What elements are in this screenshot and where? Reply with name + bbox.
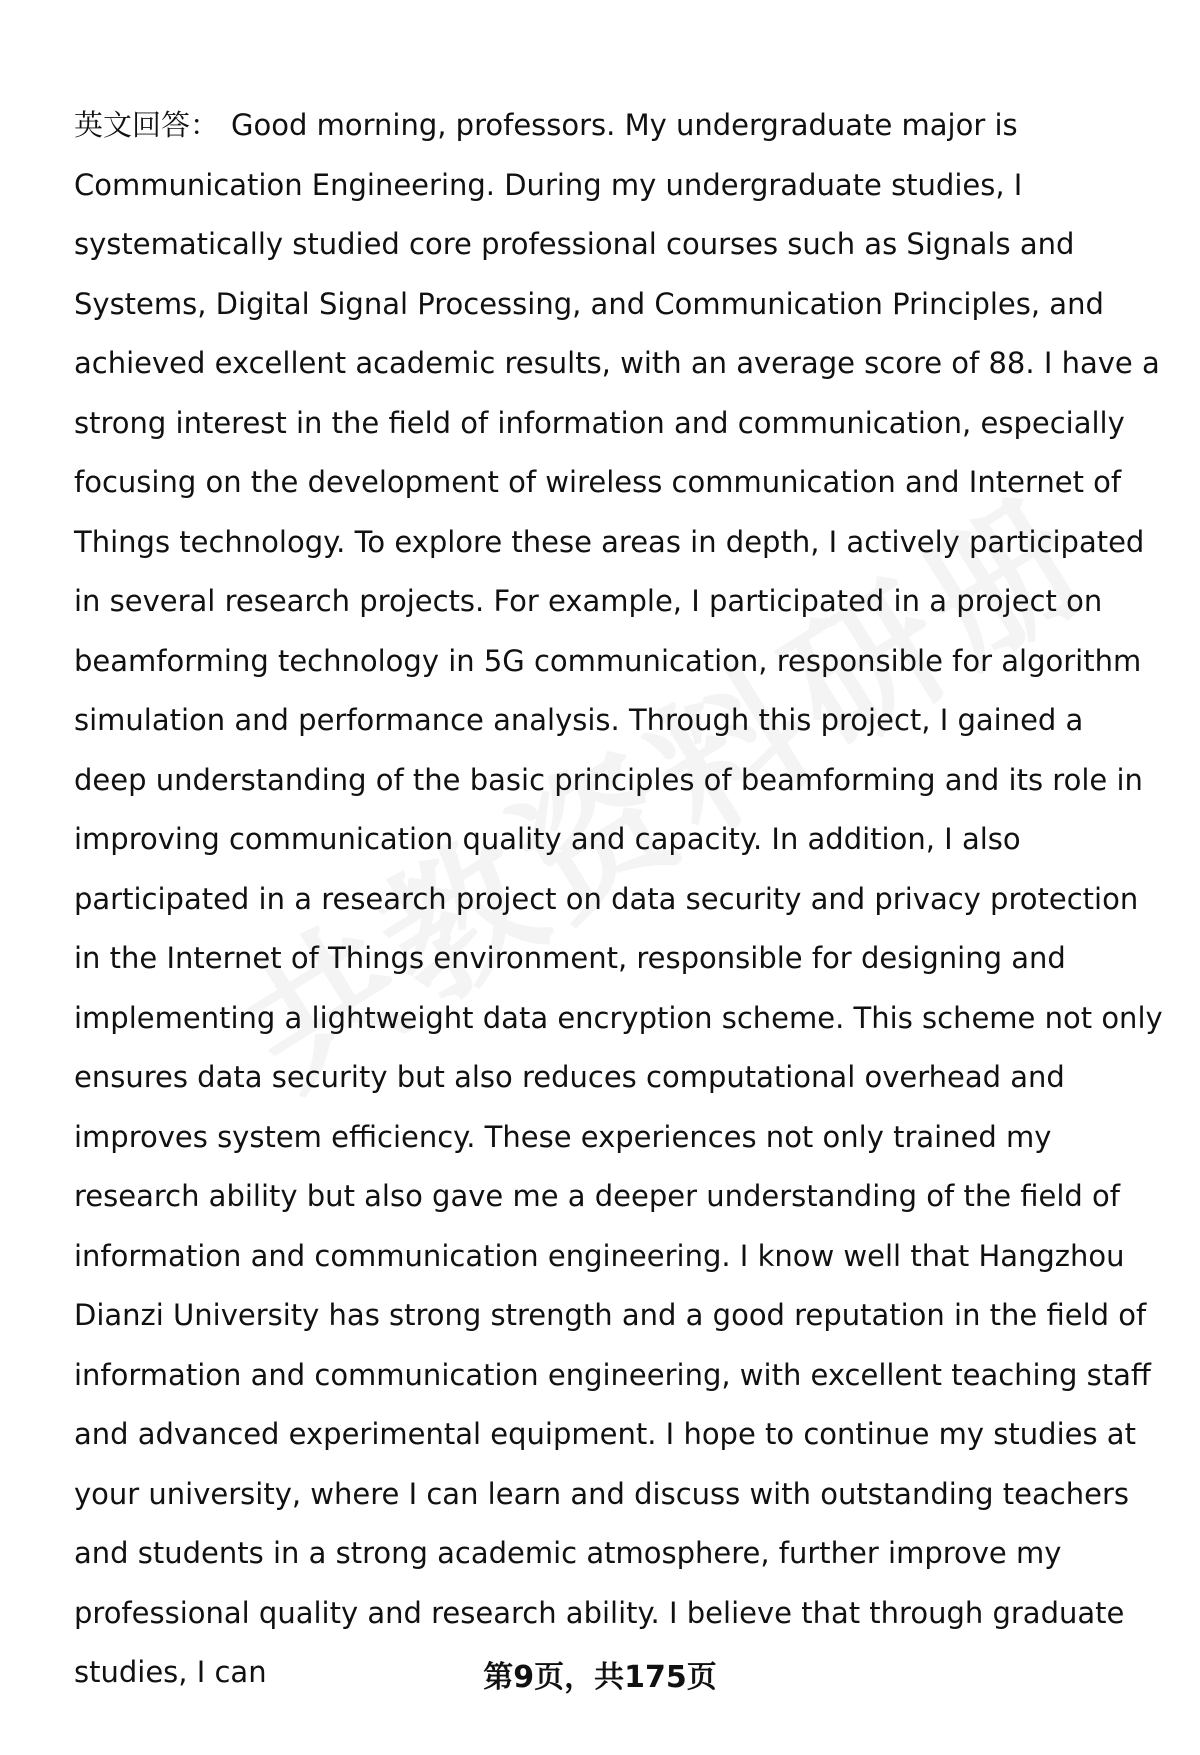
answer-label: 英文回答：	[74, 108, 220, 142]
answer-body: Good morning, professors. My undergraduate major is Communication Engineering. During my undergraduate studies, I systematically studied core professional courses such as Signals and Systems, Digital Signal Processing, and Communication Principles, and achieved excellent academic results, with an average score of 88. I have a strong interest in the field of information and communication, especially focusing on the development of wireless communication and Internet of Things technology. To explore these areas in depth, I actively participated in several research projects. For example, I participated in a project on beamforming technology in 5G communication, responsible for algorithm simulation and performance analysis. Through this project, I gained a deep understanding of the basic principles of beamforming and its role in improving communication quality and capacity. In addition, I also participated in a research project on data security and privacy protection in the Internet of Things environment, responsible for designing and implementing a lightweight data encryption scheme. This scheme not only ensures data security but also reduces computational overhead and improves system efficiency. These experiences not only trained my research ability but also gave me a deeper understanding of the field of information and communication engineering. I know well that Hangzhou Dianzi University has strong strength and a good reputation in the field of information and communication engineering, with excellent teaching staff and advanced experimental equipment. I hope to continue my studies at your university, where I can learn and discuss with outstanding teachers and students in a strong academic atmosphere, further improve my professional quality and research ability. I believe that through graduate studies, I can	[74, 108, 1163, 1689]
answer-paragraph	[74, 96, 1164, 1703]
page-number: 第9页，共175页	[483, 1660, 717, 1695]
